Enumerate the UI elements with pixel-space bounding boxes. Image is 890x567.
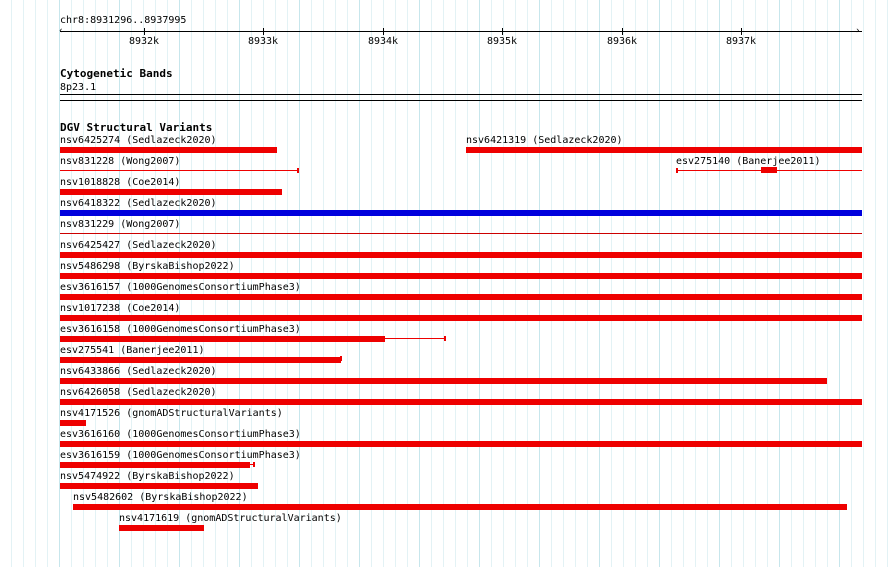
variant-label: nsv1017238 (Coe2014) <box>60 303 181 314</box>
variant-bar[interactable] <box>60 252 862 258</box>
variant-end-cap <box>253 462 255 467</box>
variant-bar[interactable] <box>60 315 862 321</box>
ruler-tick-label: 8936k <box>606 36 638 47</box>
variant-bar[interactable] <box>60 210 862 216</box>
variant-bar[interactable] <box>60 147 277 153</box>
ruler-tick <box>741 28 742 35</box>
variant-thin-line[interactable] <box>385 338 445 339</box>
ruler-tick <box>144 28 145 35</box>
variant-label: esv275541 (Banerjee2011) <box>60 345 205 356</box>
variant-label: nsv831229 (Wong2007) <box>60 219 181 230</box>
cyto-band-label: 8p23.1 <box>60 82 97 93</box>
variant-bar[interactable] <box>761 167 777 173</box>
position-label: chr8:8931296..8937995 <box>60 15 187 26</box>
cyto-band-line[interactable] <box>60 94 862 95</box>
variant-bar[interactable] <box>60 378 827 384</box>
ruler-tick-label: 8937k <box>725 36 757 47</box>
variant-label: nsv6426058 (Sedlazeck2020) <box>60 387 217 398</box>
ruler-tick <box>502 28 503 35</box>
variant-label: nsv4171526 (gnomADStructuralVariants) <box>60 408 283 419</box>
variant-bar[interactable] <box>60 273 862 279</box>
variant-label: nsv6433866 (Sedlazeck2020) <box>60 366 217 377</box>
track-separator <box>60 100 862 101</box>
variant-label: nsv6425274 (Sedlazeck2020) <box>60 135 217 146</box>
variant-label: nsv831228 (Wong2007) <box>60 156 181 167</box>
variant-bar[interactable] <box>60 336 385 342</box>
variant-bar[interactable] <box>60 483 258 489</box>
variant-label: esv3616159 (1000GenomesConsortiumPhase3) <box>60 450 301 461</box>
dgv-track-title[interactable]: DGV Structural Variants <box>60 121 213 134</box>
variant-end-cap <box>297 168 299 173</box>
variant-bar[interactable] <box>60 189 282 195</box>
ruler-tick <box>263 28 264 35</box>
variant-label: nsv1018828 (Coe2014) <box>60 177 181 188</box>
variant-bar[interactable] <box>60 294 862 300</box>
ruler-left-arrow-icon: ‹ <box>59 26 63 36</box>
variant-bar[interactable] <box>60 462 250 468</box>
variant-bar[interactable] <box>60 399 862 405</box>
variant-bar[interactable] <box>60 441 862 447</box>
variant-bar[interactable] <box>73 504 847 510</box>
variant-bar[interactable] <box>60 420 86 426</box>
ruler-tick-label: 8933k <box>247 36 279 47</box>
variant-label: nsv6418322 (Sedlazeck2020) <box>60 198 217 209</box>
variant-label: esv3616160 (1000GenomesConsortiumPhase3) <box>60 429 301 440</box>
ruler-tick-label: 8935k <box>486 36 518 47</box>
variant-bar[interactable] <box>119 525 204 531</box>
variant-thin-line[interactable] <box>60 170 298 171</box>
variant-label: nsv5482602 (ByrskaBishop2022) <box>73 492 248 503</box>
variant-label: nsv4171619 (gnomADStructuralVariants) <box>119 513 342 524</box>
ruler-tick <box>622 28 623 35</box>
ruler-tick <box>383 28 384 35</box>
cyto-track-title[interactable]: Cytogenetic Bands <box>60 67 173 80</box>
variant-thin-line[interactable] <box>60 233 862 234</box>
variant-bar[interactable] <box>466 147 862 153</box>
ruler-tick-label: 8934k <box>367 36 399 47</box>
variant-end-cap <box>340 356 342 361</box>
variant-label: nsv5486298 (ByrskaBishop2022) <box>60 261 235 272</box>
variant-label: nsv6421319 (Sedlazeck2020) <box>466 135 623 146</box>
variant-label: nsv6425427 (Sedlazeck2020) <box>60 240 217 251</box>
variant-label: nsv5474922 (ByrskaBishop2022) <box>60 471 235 482</box>
ruler-right-arrow-icon: › <box>856 26 860 36</box>
variant-bar[interactable] <box>60 357 341 363</box>
variant-label: esv3616158 (1000GenomesConsortiumPhase3) <box>60 324 301 335</box>
variant-label: esv3616157 (1000GenomesConsortiumPhase3) <box>60 282 301 293</box>
variant-end-cap <box>444 336 446 341</box>
variant-label: esv275140 (Banerjee2011) <box>676 156 821 167</box>
ruler-tick-label: 8932k <box>128 36 160 47</box>
